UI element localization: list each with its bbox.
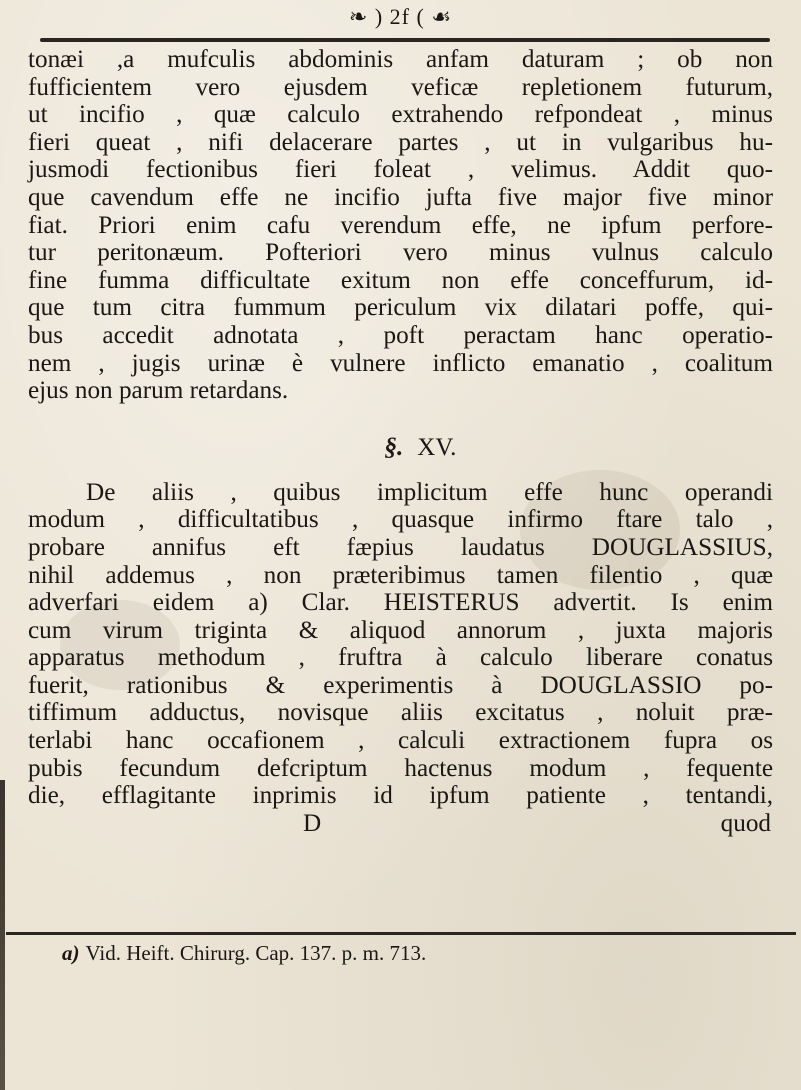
text-line: bus accedit adnotata , poft peractam hanc operatio- (28, 321, 773, 349)
text-line: apparatus methodum , fruftra à calculo liberare conatus (28, 644, 773, 672)
text-line: jusmodi fectionibus fieri foleat , velimus. Addit quo- (28, 156, 773, 184)
section-number: XV. (417, 433, 457, 461)
catchword: quod (720, 809, 771, 837)
signature-line (28, 810, 773, 838)
text-line: tur peritonæum. Pofteriori vero minus vulnus calculo (28, 239, 773, 267)
text-line: die, efflagitante inprimis id ipfum patiente , tentandi, (28, 782, 773, 810)
text-line: ut incifio , quæ calculo extrahendo refpondeat , minus (28, 101, 773, 129)
footnote-text: Vid. Heift. Chirurg. Cap. 137. p. m. 713. (85, 941, 427, 965)
text-line: tiffimum adductus, novisque aliis excitatus , noluit præ- (28, 699, 773, 727)
text-line: fuerit, rationibus & experimentis à DOUGLASSIO po- (28, 671, 773, 699)
text-line: adverfari eidem a) Clar. HEISTERUS advertit. Is enim (28, 589, 773, 617)
paragraph-2 (28, 479, 773, 810)
text-line: probare annifus eft fæpius laudatus DOUGLASSIUS, (28, 533, 773, 561)
text-line: De aliis , quibus implicitum effe hunc operandi (86, 478, 773, 506)
text-line: fine fumma difficultate exitum non effe conceffurum, id- (28, 266, 773, 294)
text-line: nihil addemus , non præteribimus tamen filentio , quæ (28, 561, 773, 589)
text-line: pubis fecundum defcriptum hactenus modum , fequente (28, 754, 773, 782)
page-header-ornament: ❧ ) 2f ( ☙ (348, 4, 453, 29)
text-line: que tum citra fummum periculum vix dilatari poffe, qui- (28, 294, 773, 322)
text-line: fieri queat , nifi delacerare partes , ut in vulgaribus hu- (28, 128, 773, 156)
paragraph-1 (28, 46, 773, 405)
text-line: fiat. Priori enim cafu verendum effe, ne ipfum perfore- (28, 211, 773, 239)
text-line: tonæi ,a mufculis abdominis anfam daturam ; ob non (28, 46, 773, 73)
text-line: terlabi hanc occafionem , calculi extractionem fupra os (28, 727, 773, 755)
header-rule (40, 38, 770, 42)
footnote (62, 940, 426, 966)
binding-edge (0, 780, 5, 1090)
footnote-rule (6, 932, 796, 935)
text-line: ejus non parum retardans. (28, 377, 289, 405)
footnote-mark: a) (62, 941, 80, 965)
text-line: modum , difficultatibus , quasque infirmo ftare talo , (28, 506, 773, 534)
text-line: fufficientem vero ejusdem veficæ repletionem futurum, (28, 73, 773, 101)
text-line: cum virum triginta & aliquod annorum , juxta majoris (28, 616, 773, 644)
text-line: nem , jugis urinæ è vulnere inflicto emanatio , coalitum (28, 349, 773, 377)
body-text (28, 46, 773, 837)
section-heading (28, 423, 773, 473)
section-symbol: §. (384, 433, 404, 461)
text-line: que cavendum effe ne incifio jufta five major five minor (28, 183, 773, 211)
signature-mark: D (303, 809, 322, 837)
